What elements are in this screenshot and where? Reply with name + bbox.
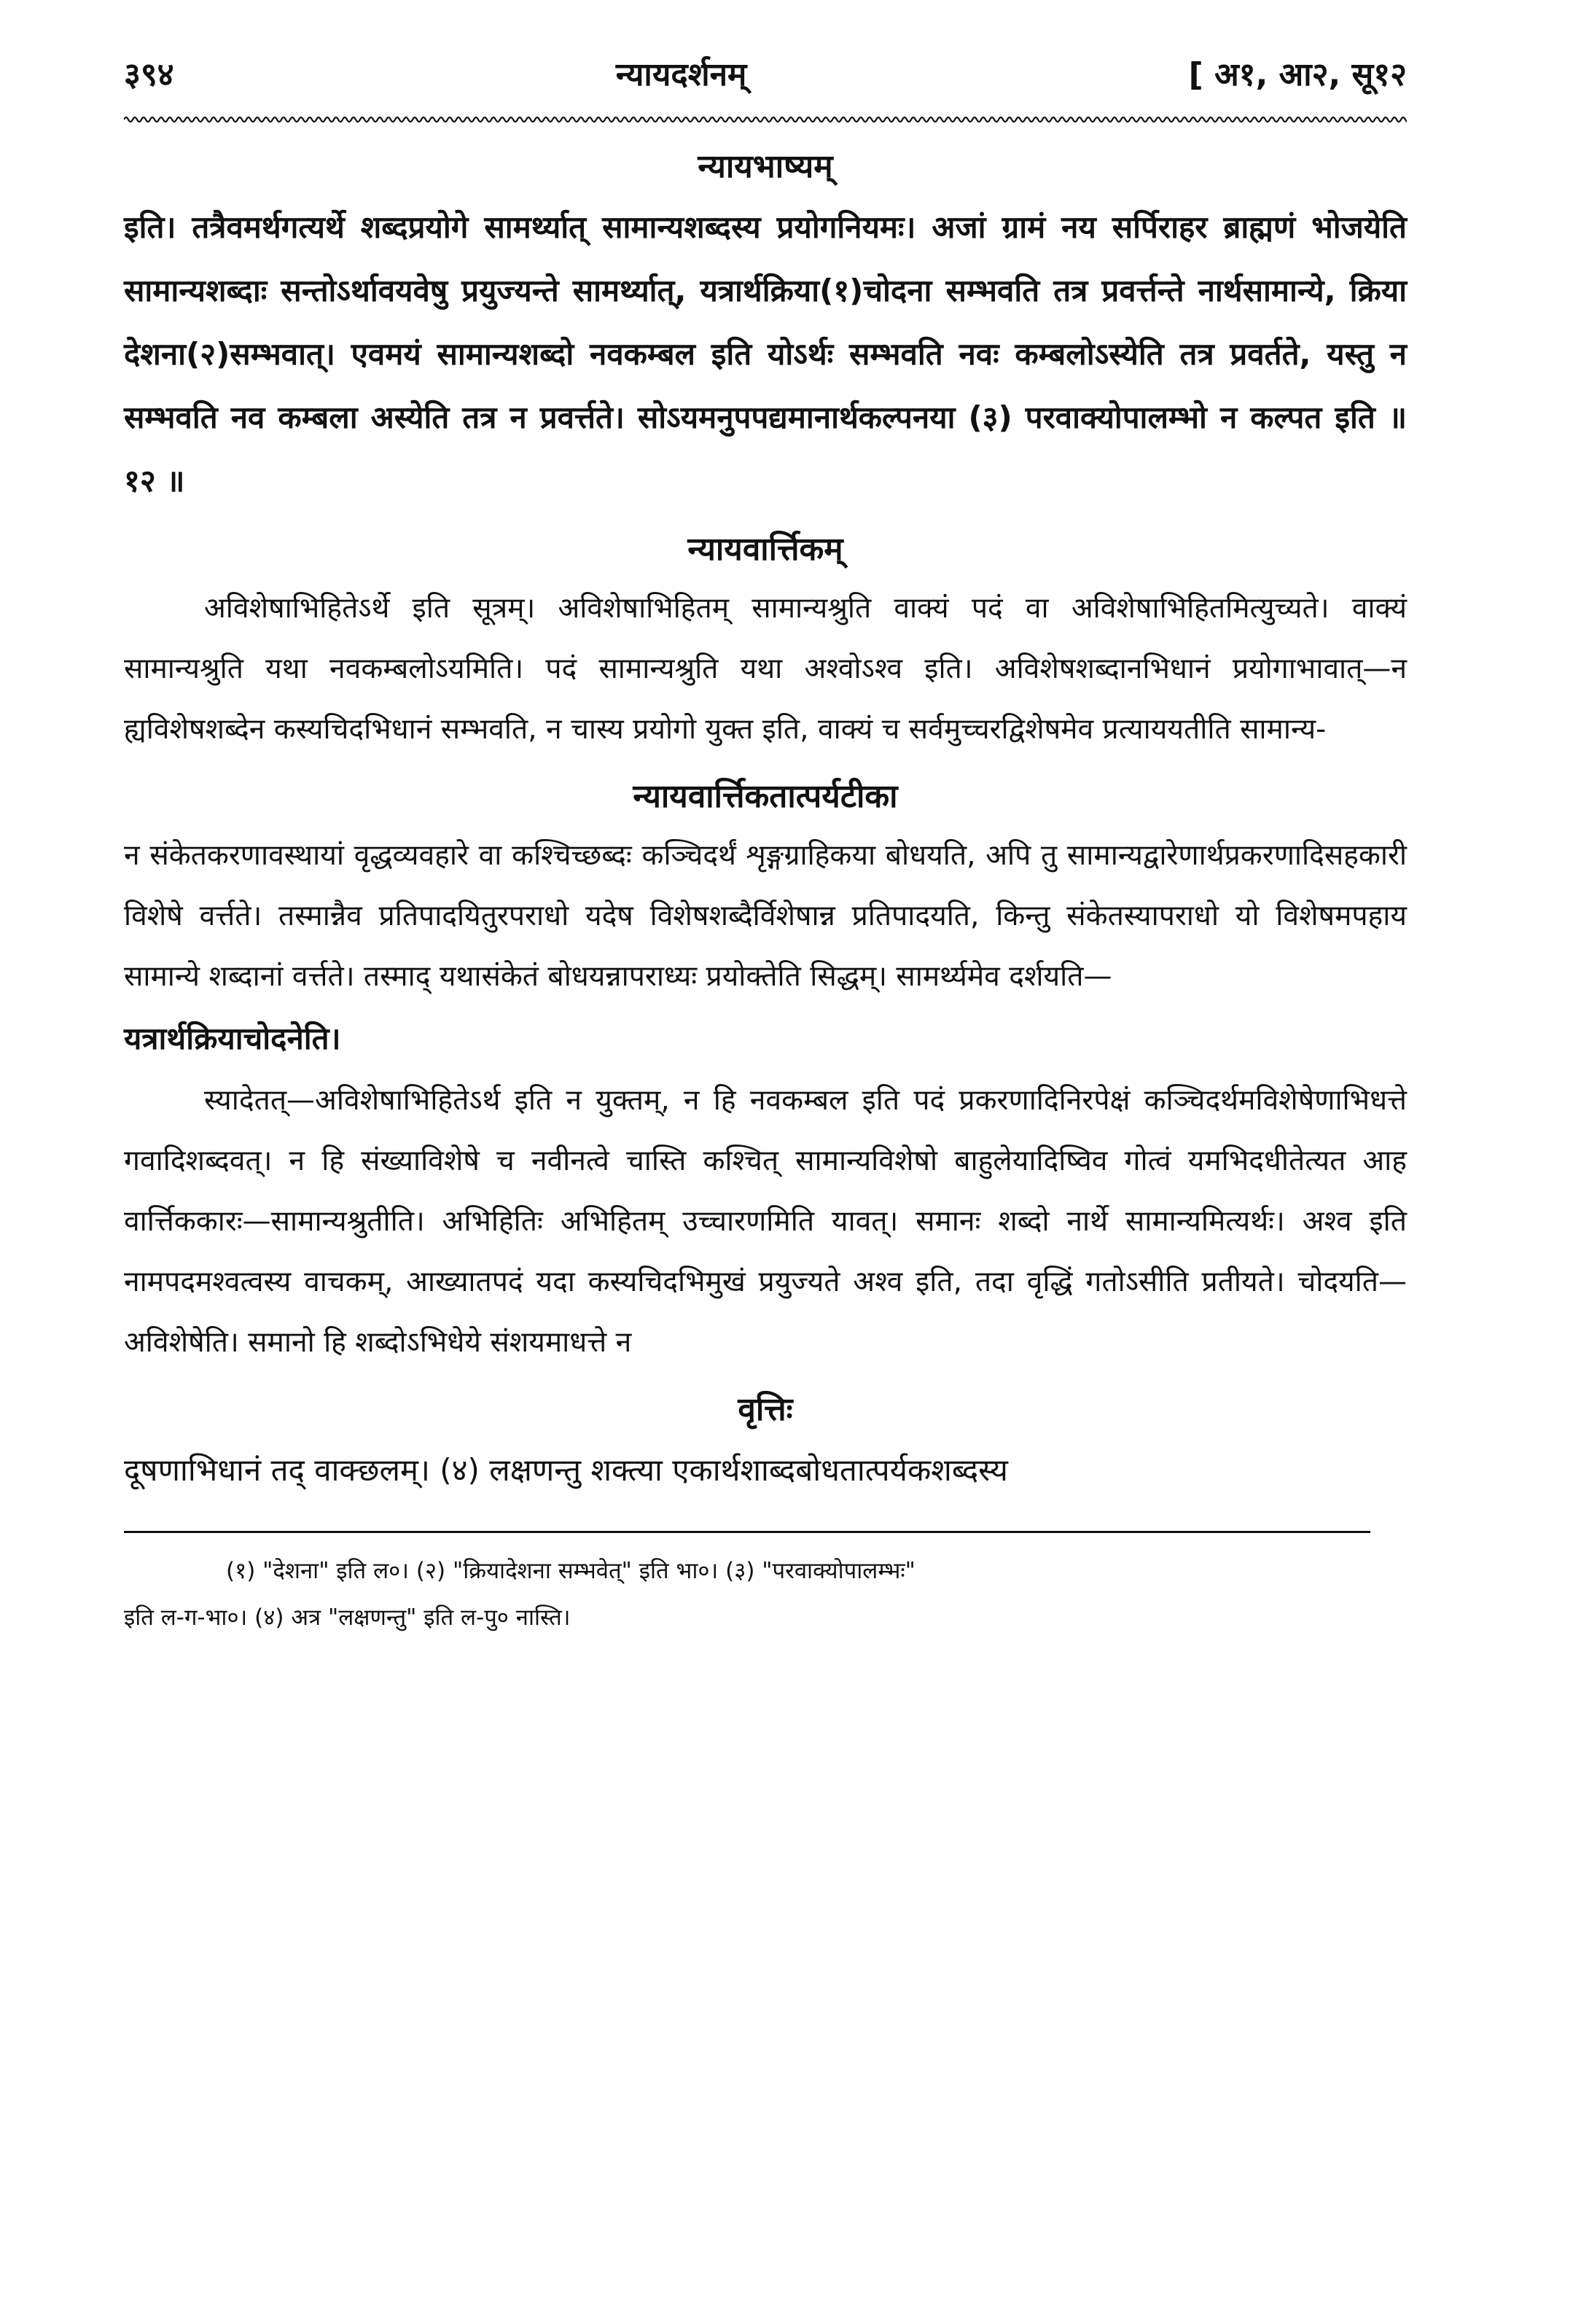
commentary-paragraph: दूषणाभिधानं तद् वाक्छलम्। (४) लक्षणन्तु शक्त्या एकार्थशाब्दबोधतात्पर्यकशब्दस्य [124, 1452, 1008, 1488]
section-heading: वृत्तिः [738, 1391, 793, 1428]
section-heading: न्यायवार्त्तिकतात्पर्यटीका [633, 778, 898, 815]
footnote-rule [124, 1531, 1370, 1533]
section-varttika [124, 526, 1407, 760]
section-vritti [124, 1386, 1407, 1502]
footnotes [124, 1548, 1407, 1641]
section-bhashya [124, 143, 1407, 512]
commentary-paragraph: न संकेतकरणावस्थायां वृद्धव्यवहारे वा कश्चिच्छब्दः कञ्चिदर्थं शृङ्गग्राहिकया बोधयति, अपि तु सामान्यद्वारेणार्थप्रकरणादिसहकारी विशेषे वर्त्तते। तस्मान्नैव प्रतिपादयितुरपराधो यदेष विशेषशब्दैर्विशेषान्न प्रतिपादयति, किन्तु संकेतस्यापराधो यो विशेषमपहाय सामान्ये शब्दानां वर्त्तते। तस्माद् यथासंकेतं बोधयन्नापराध्यः प्रयोक्तेति सिद्धम्। सामर्थ्यमेव दर्शयति— [124, 839, 1407, 993]
footnote-line: इति ल-ग-भा०। (४) अत्र "लक्षणन्तु" इति ल-पु० नास्ति। [124, 1604, 571, 1631]
page-header [124, 51, 1407, 109]
page-number: ३९४ [124, 56, 174, 93]
section-heading: न्यायभाष्यम् [698, 148, 833, 185]
section-tika [124, 773, 1407, 1373]
header-wavy-rule [124, 112, 1407, 127]
commentary-paragraph: अविशेषाभिहितेऽर्थे इति सूत्रम्। अविशेषाभिहितम् सामान्यश्रुति वाक्यं पदं वा अविशेषाभिहितमित्युच्यते। वाक्यं सामान्यश्रुति यथा नवकम्बलोऽयमिति। पदं सामान्यश्रुति यथा अश्वोऽश्व इति। अविशेषशब्दानभिधानं प्रयोगाभावात्—न ह्यविशेषशब्देन कस्यचिदभिधानं सम्भवति, न चास्य प्रयोगो युक्त इति, वाक्यं च सर्वमुच्चरद्विशेषमेव प्रत्याययतीति सामान्य- [124, 592, 1407, 746]
pratika-line: यत्रार्थक्रियाचोदनेति। [124, 1021, 341, 1056]
section-heading: न्यायवार्त्तिकम् [687, 531, 843, 568]
footnote-line: (१) "देशना" इति ल०। (२) "क्रियादेशना सम्भवेत्" इति भा०। (३) "परवाक्योपालम्भः" [226, 1558, 916, 1584]
running-title: न्यायदर्शनम् [615, 56, 747, 93]
commentary-paragraph: इति। तत्रैवमर्थगत्यर्थे शब्दप्रयोगे सामर्थ्यात् सामान्यशब्दस्य प्रयोगनियमः। अजां ग्रामं नय सर्पिराहर ब्राह्मणं भोजयेति सामान्यशब्दाः सन्तोऽर्थावयवेषु प्रयुज्यन्ते सामर्थ्यात्, यत्रार्थक्रिया(१)चोदना सम्भवति तत्र प्रवर्त्तन्ते नार्थसामान्ये, क्रिया देशना(२)सम्भवात्। एवमयं सामान्यशब्दो नवकम्बल इति योऽर्थः सम्भवति नवः कम्बलोऽस्येति तत्र प्रवर्तते, यस्तु न सम्भवति नव कम्बला अस्येति तत्र न प्रवर्त्तते। सोऽयमनुपपद्यमानार्थकल्पनया (३) परवाक्योपालम्भो न कल्पत इति ॥ १२ ॥ [124, 209, 1407, 499]
page [124, 51, 1407, 1641]
section-reference: [ अ१, आ२, सू१२ [1188, 56, 1407, 93]
commentary-paragraph: स्यादेतत्—अविशेषाभिहितेऽर्थ इति न युक्तम्, न हि नवकम्बल इति पदं प्रकरणादिनिरपेक्षं कञ्चिदर्थमविशेषेणाभिधत्ते गवादिशब्दवत्। न हि संख्याविशेषे च नवीनत्वे चास्ति कश्चित् सामान्यविशेषो बाहुलेयादिष्विव गोत्वं यमभिदधीतेत्यत आह वार्त्तिककारः—सामान्यश्रुतीति। अभिहितिः अभिहितम् उच्चारणमिति यावत्। समानः शब्दो नार्थे सामान्यमित्यर्थः। अश्व इति नामपदमश्वत्वस्य वाचकम्, आख्यातपदं यदा कस्यचिदभिमुखं प्रयुज्यते अश्व इति, तदा वृद्धिं गतोऽसीति प्रतीयते। चोदयति—अविशेषेति। समानो हि शब्दोऽभिधेये संशयमाधत्ते न [124, 1084, 1407, 1359]
